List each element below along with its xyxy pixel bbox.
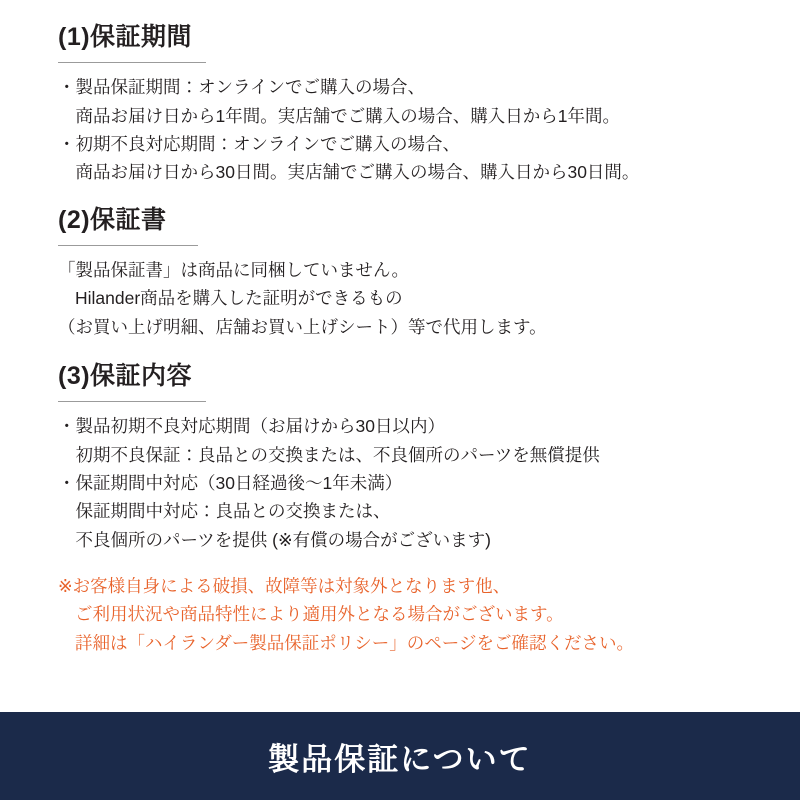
footer-banner xyxy=(0,712,800,800)
note-line: ご利用状況や商品特性により適用外となる場合がございます。 xyxy=(75,604,564,625)
body-line: 商品お届け日から30日間。実店舗でご購入の場合、購入日から30日間。 xyxy=(58,162,640,183)
heading-divider xyxy=(58,401,206,402)
body-line: ・初期不良対応期間：オンラインでご購入の場合、 xyxy=(58,133,460,154)
section-heading: (2)保証書 xyxy=(58,205,167,234)
body-line: ・製品初期不良対応期間（お届けから30日以内） xyxy=(58,416,445,437)
note-line: 詳細は「ハイランダー製品保証ポリシー」のページをご確認ください。 xyxy=(75,632,634,653)
body-line: 「製品保証書」は商品に同梱していません。 xyxy=(58,259,410,280)
body-line: ・保証期間中対応（30日経過後〜1年未満） xyxy=(58,472,403,493)
section-heading: (3)保証内容 xyxy=(58,361,193,390)
spacer xyxy=(58,187,754,205)
section-warranty-certificate xyxy=(58,205,754,341)
section-warranty-coverage xyxy=(58,361,754,554)
spacer xyxy=(58,341,754,361)
footer-title: 製品保証について xyxy=(268,741,532,777)
section-body xyxy=(58,412,754,554)
body-line: 商品お届け日から1年間。実店舗でご購入の場合、購入日から1年間。 xyxy=(58,105,620,126)
body-line: 不良個所のパーツを提供 (※有償の場合がございます) xyxy=(58,529,491,550)
section-body xyxy=(58,256,754,341)
body-line: 初期不良保証：良品との交換または、不良個所のパーツを無償提供 xyxy=(58,444,600,465)
section-heading: (1)保証期間 xyxy=(58,23,193,51)
body-line: （お買い上げ明細、店舗お買い上げシート）等で代用します。 xyxy=(58,316,547,337)
section-warranty-period xyxy=(58,22,754,187)
disclaimer-note xyxy=(58,572,754,657)
body-line: Hilander商品を購入した証明ができるもの xyxy=(75,288,403,309)
body-line: 保証期間中対応：良品との交換または、 xyxy=(58,501,391,522)
note-line: ※お客様自身による破損、故障等は対象外となります他、 xyxy=(58,575,511,596)
section-body xyxy=(58,73,754,186)
heading-divider xyxy=(58,62,206,63)
body-line: ・製品保証期間：オンラインでご購入の場合、 xyxy=(58,77,425,98)
heading-divider xyxy=(58,245,198,246)
